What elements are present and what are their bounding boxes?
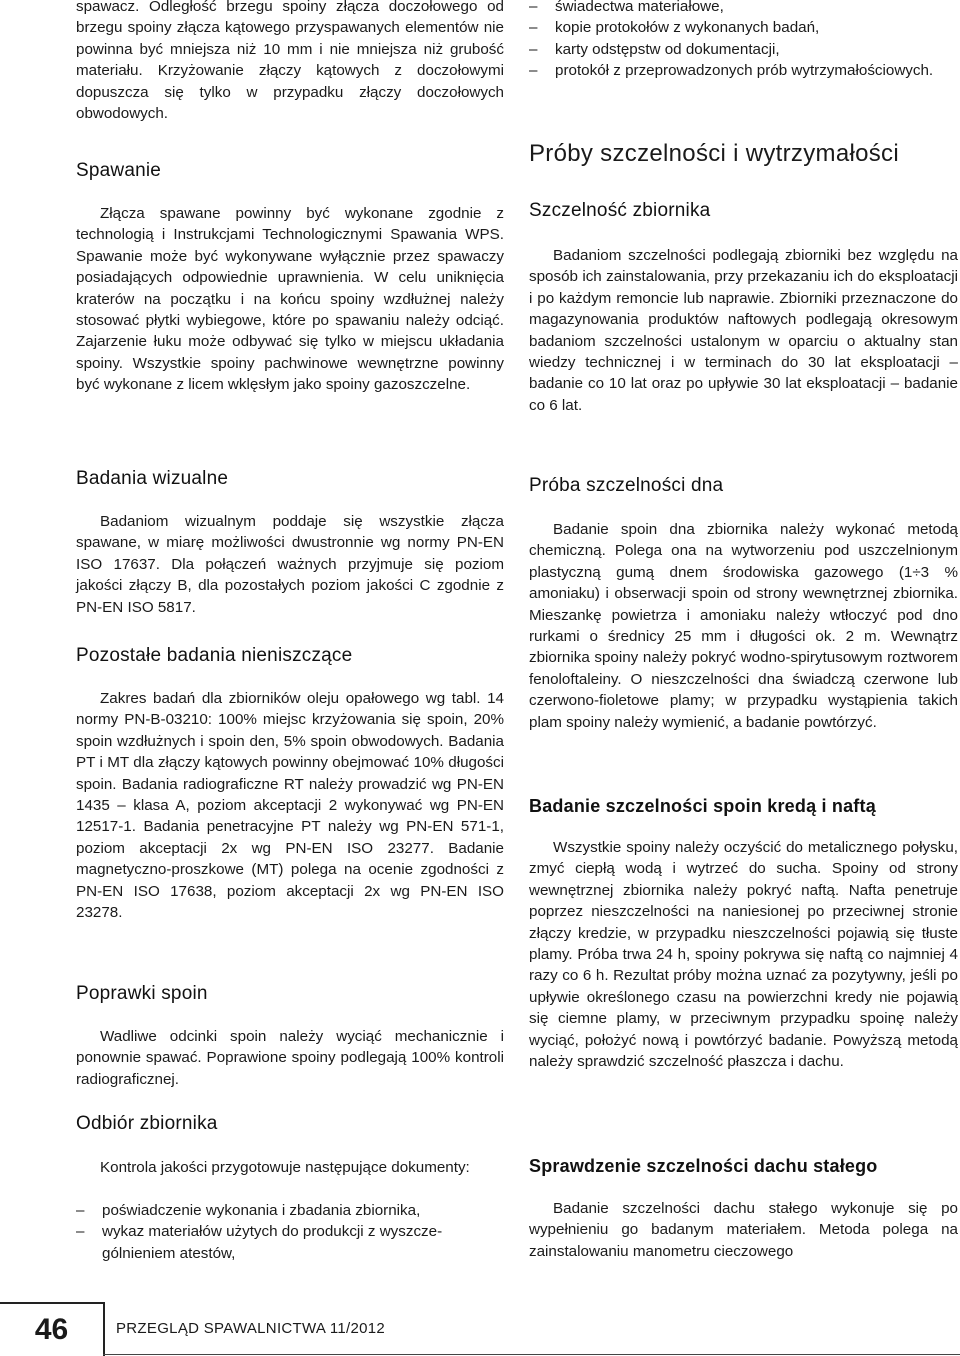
heading-proby-szczelnosci: Próby szczelności i wytrzymałości: [529, 140, 899, 167]
zbiornik-paragraph: Badaniom szczelności podlegają zbiorniki bez względu na sposób ich zainstalowania, przy przekazaniu ich do eksploatacji i po każdym remoncie lub naprawie. Zbiorniki przeznaczone do magazynowania produktów naftowych podlegają okresowym badaniom szczelności ustalonym w oparciu o aktualny stan wiedzy technicznej i w terminach do 30 lat eksploatacji – badanie co 10 lat oraz po upływie 30 lat eksploatacji – badanie co 6 lat.: [529, 247, 958, 414]
heading-poprawki-spoin: Poprawki spoin: [76, 983, 208, 1004]
odbior-document-list: [76, 1200, 504, 1264]
list-item: – poświadczenie wykonania i zbadania zbiornika,: [76, 1200, 504, 1221]
list-item: – kopie protokołów z wykonanych badań,: [529, 17, 958, 38]
spawanie-paragraph: Złącza spawane powinny być wykonane zgodnie z technologią i Instrukcjami Technologicznymi Spawania WPS. Spawanie może być wykonywane wyłącznie przez spawaczy posiadających odpowiednie uprawnienia. W celu uniknięcia kraterów na początku i na końcu spoiny wzdłużnej należy stosować płytki wybiegowe, które po spawaniu należy odciąć. Zajarzenie łuku może odbywać się tylko w miejscu układania spoiny. Wszystkie spoiny pachwinowe wewnętrzne powinny być wykonane z licem wklęsłym jako spoiny gazoszczelne.: [76, 205, 504, 394]
continued-document-list: [529, 0, 958, 82]
nieniszczace-paragraph: Zakres badań dla zbiorników oleju opałowego wg tabl. 14 normy PN-B-03210: 100% miejsc krzyżowania się spoin, 20% spoin wzdłużnych i spoin den, 5% spoin obwodowych. Badania PT i MT dla złączy kątowych powinny obejmować 10% długości spoin. Badania radiograficzne RT należy prowadzić wg PN-EN 1435 – klasa A, poziom akceptacji 2 wykonywać wg PN-EN 12517-1. Badania penetracyjne PT należy wg PN-EN 571-1, poziom akceptacji 2x wg PN-EN ISO 23277. Badanie magnetyczno-proszkowe (MT) polega na ocenie zgodności z PN-EN ISO 17638, poziom akceptacji 2x wg PN-EN ISO 23278.: [76, 690, 504, 922]
list-item: – wykaz materiałów użytych do produkcji z wyszczególnieniem atestów,: [76, 1221, 504, 1264]
list-item: – karty odstępstw od dokumentacji,: [529, 39, 958, 60]
list-item: – świadectwa materiałowe,: [529, 0, 958, 17]
intro-paragraph: spawacz. Odległość brzegu spoiny złącza doczołowego od brzegu spoiny złącza kątowego przyspawanych elementów nie powinna być mniejsza niż 10 mm i nie mniejsza niż grubość materiału. Krzyżowanie złączy kątowych z doczołowymi dopuszcza się tylko w przypadku złączy doczołowych obwodowych.: [76, 0, 504, 123]
dna-paragraph: Badanie spoin dna zbiornika należy wykonać metodą chemiczną. Polega ona na wytworzeniu pod uszczelnionym plastyczną gumą dnem środowiska gazowego (1÷3 % amoniaku) i obserwacji spoin od strony wewnętrznej zbiornika. Mieszankę powietrza i amoniaku należy wtłoczyć pod dno rurkami o średnicy 25 mm i długości ok. 2 m. Wewnątrz zbiornika spoiny należy pokryć wodno-spirytusowym roztworem fenoloftaleiny. O nieszczelności dna świadczą czerwone lub czerwono-fioletowe plamy; w przypadku wystąpienia takich plam spoiny należy wymienić, a badanie powtórzyć.: [529, 521, 958, 731]
odbior-paragraph: Kontrola jakości przygotowuje następujące dokumenty:: [100, 1159, 470, 1176]
heading-kreda-i-nafta: Badanie szczelności spoin kredą i naftą: [529, 796, 876, 816]
wizualne-paragraph: Badaniom wizualnym poddaje się wszystkie złącza spawane, w miarę możliwości dwustronnie wg normy PN-EN ISO 17637. Dla połączeń ważnych przyjmuje się poziom jakości złączy B, dla pozostałych poziom jakości C zgodnie z PN-EN ISO 5817.: [76, 513, 504, 616]
dach-paragraph: Badanie szczelności dachu stałego wykonuje się po wypełnieniu go badanym materiałem. Metoda polega na zainstalowaniu manometru cieczowego: [529, 1200, 958, 1260]
journal-title: PRZEGLĄD SPAWALNICTWA 11/2012: [116, 1320, 386, 1337]
page-number: 46: [0, 1302, 105, 1356]
list-item: – protokół z przeprowadzonych prób wytrzymałościowych.: [529, 60, 958, 81]
heading-szczelnosc-zbiornika: Szczelność zbiornika: [529, 200, 711, 221]
heading-badania-wizualne: Badania wizualne: [76, 468, 229, 489]
heading-spawanie: Spawanie: [76, 160, 162, 181]
kreda-paragraph: Wszystkie spoiny należy oczyścić do metalicznego połysku, zmyć ciepłą wodą i wytrzeć do sucha. Spoiny od strony wewnętrznej zbiornika należy pokryć naftą. Nafta penetruje poprzez nieszczelności na naniesionej po przeciwnej stronie złączy kredzie, w przypadku nieszczelności pojawią się tłuste plamy. Próba trwa 24 h, spoiny pokrywa się naftą co najmniej 4 razy co 6 h. Rezultat próby można uznać za pozytywny, jeśli po upływie określonego czasu na powierzchni kredy nie pojawią się ciemne plamy, w przeciwnym przypadku spoinę należy wyciąć, położyć nową i powtórzyć badanie. Powyższą metodą należy sprawdzić szczelność płaszcza i dachu.: [529, 839, 958, 1071]
footer-divider: [103, 1354, 960, 1355]
poprawki-paragraph: Wadliwe odcinki spoin należy wyciąć mechanicznie i ponownie spawać. Poprawione spoiny podlegają 100% kontroli radiograficznej.: [76, 1028, 504, 1088]
heading-proba-szczelnosci-dna: Próba szczelności dna: [529, 475, 724, 496]
page-footer: [0, 1300, 960, 1356]
heading-odbior-zbiornika: Odbiór zbiornika: [76, 1113, 218, 1134]
heading-szczelnosc-dachu: Sprawdzenie szczelności dachu stałego: [529, 1156, 878, 1176]
heading-pozostale-badania: Pozostałe badania nieniszczące: [76, 645, 353, 666]
